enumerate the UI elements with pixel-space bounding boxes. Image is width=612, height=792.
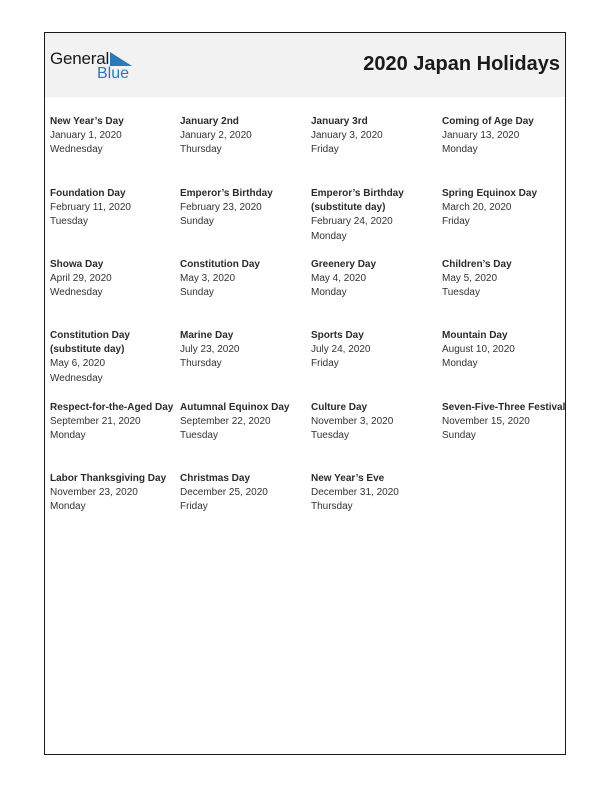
holiday-name: Spring Equinox Day [442, 188, 538, 199]
holiday-weekday: Monday [50, 430, 86, 442]
holiday-date: July 23, 2020 [180, 344, 240, 356]
holiday-weekday: Friday [311, 144, 339, 156]
holiday-weekday: Tuesday [50, 216, 88, 228]
holiday-weekday: Tuesday [311, 430, 349, 442]
holiday-date: November 3, 2020 [311, 416, 394, 428]
holiday-weekday: Monday [311, 230, 347, 242]
holiday-date: February 23, 2020 [180, 202, 262, 214]
holiday-name: Showa Day [50, 259, 104, 270]
holiday-name: Constitution Day [180, 259, 260, 270]
generalblue-logo [50, 49, 140, 83]
holiday-name: Children’s Day [442, 259, 512, 270]
holiday-item [50, 187, 176, 230]
holiday-weekday: Sunday [180, 216, 214, 228]
holiday-name: Greenery Day [311, 259, 377, 270]
holiday-name: Seven-Five-Three Festival [442, 402, 566, 413]
holiday-name: Respect-for-the-Aged Day [50, 402, 174, 413]
holiday-item [442, 115, 568, 158]
holiday-name: Foundation Day [50, 188, 126, 199]
holiday-item [50, 472, 176, 515]
holiday-name: Emperor’s Birthday [180, 188, 273, 199]
holiday-item [311, 472, 437, 515]
holiday-item [50, 115, 176, 158]
holiday-weekday: Wednesday [50, 144, 103, 156]
holiday-item [442, 258, 568, 301]
holiday-weekday: Sunday [442, 430, 476, 442]
holiday-date: January 13, 2020 [442, 130, 520, 142]
holiday-weekday: Tuesday [180, 430, 218, 442]
holiday-item [180, 401, 306, 444]
page-title: 2020 Japan Holidays [363, 53, 560, 75]
holiday-date: January 3, 2020 [311, 130, 383, 142]
holiday-date: February 11, 2020 [50, 202, 131, 214]
holiday-item [50, 258, 176, 301]
holiday-item [311, 187, 437, 244]
holiday-name: Labor Thanksgiving Day [50, 473, 167, 484]
holiday-weekday: Monday [442, 358, 478, 370]
holiday-name: Marine Day [180, 330, 234, 341]
holiday-date: July 24, 2020 [311, 344, 371, 356]
holiday-weekday: Monday [311, 287, 347, 299]
holiday-item [50, 329, 176, 386]
holiday-name: Sports Day [311, 330, 364, 341]
holiday-weekday: Friday [442, 216, 470, 228]
holiday-weekday: Sunday [180, 287, 214, 299]
holiday-item [442, 187, 568, 230]
holiday-date: May 3, 2020 [180, 273, 236, 285]
holiday-weekday: Monday [50, 501, 86, 513]
holiday-item [180, 472, 306, 515]
holiday-date: April 29, 2020 [50, 273, 112, 285]
holiday-date: September 22, 2020 [180, 416, 271, 428]
holiday-weekday: Tuesday [442, 287, 480, 299]
holiday-item [442, 401, 568, 444]
holiday-item [180, 329, 306, 372]
holiday-name: Coming of Age Day [442, 116, 534, 127]
holiday-item [50, 401, 176, 444]
holiday-item [180, 115, 306, 158]
holiday-date: March 20, 2020 [442, 202, 512, 214]
holiday-item [311, 401, 437, 444]
holiday-weekday: Thursday [180, 144, 222, 156]
holiday-date: December 31, 2020 [311, 487, 399, 499]
holiday-name: New Year’s Day [50, 116, 124, 127]
logo-flag-icon [110, 52, 134, 66]
holiday-item [311, 115, 437, 158]
holiday-weekday: Thursday [311, 501, 353, 513]
page-header [45, 33, 565, 97]
holiday-name: Emperor’s Birthday (substitute day) [311, 188, 404, 214]
holiday-weekday: Wednesday [50, 287, 103, 299]
holiday-weekday: Friday [180, 501, 208, 513]
holiday-weekday: Thursday [180, 358, 222, 370]
holiday-date: May 5, 2020 [442, 273, 498, 285]
holiday-item [180, 258, 306, 301]
holiday-item [180, 187, 306, 230]
holiday-name: New Year’s Eve [311, 473, 385, 484]
holiday-item [311, 329, 437, 372]
holiday-date: August 10, 2020 [442, 344, 515, 356]
holiday-date: November 23, 2020 [50, 487, 138, 499]
page-frame [44, 32, 566, 755]
holiday-weekday: Monday [442, 144, 478, 156]
holiday-item [311, 258, 437, 301]
holiday-name: Mountain Day [442, 330, 508, 341]
holiday-name: January 3rd [311, 116, 368, 127]
holiday-date: February 24, 2020 [311, 216, 393, 228]
holiday-name: Christmas Day [180, 473, 251, 484]
holiday-weekday: Wednesday [50, 372, 103, 384]
holiday-name: Autumnal Equinox Day [180, 402, 290, 413]
holiday-date: January 2, 2020 [180, 130, 252, 142]
holiday-date: December 25, 2020 [180, 487, 268, 499]
holiday-weekday: Friday [311, 358, 339, 370]
logo-word-general: General [50, 49, 110, 68]
holiday-date: May 6, 2020 [50, 358, 106, 370]
holiday-date: November 15, 2020 [442, 416, 530, 428]
holiday-date: May 4, 2020 [311, 273, 367, 285]
holiday-date: September 21, 2020 [50, 416, 141, 428]
holiday-name: Culture Day [311, 402, 368, 413]
logo-word-blue: Blue [97, 65, 130, 82]
holiday-name: Constitution Day (substitute day) [50, 330, 130, 356]
holiday-date: January 1, 2020 [50, 130, 122, 142]
holiday-name: January 2nd [180, 116, 239, 127]
holiday-item [442, 329, 568, 372]
